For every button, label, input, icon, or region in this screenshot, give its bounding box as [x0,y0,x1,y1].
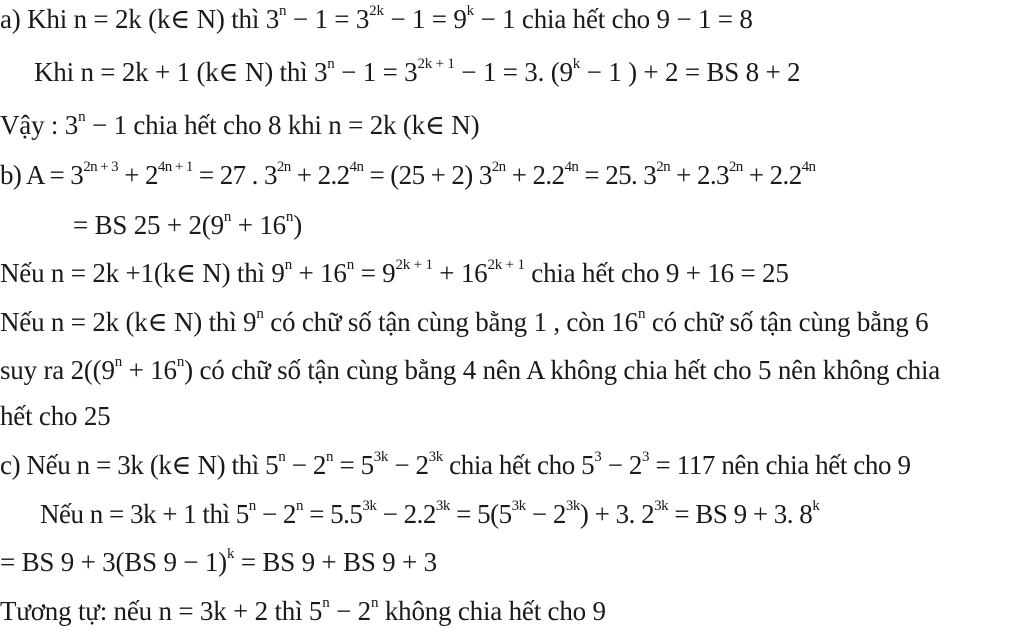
line-c-case-3k: c) Nếu n = 3k (k∈ N) thì $5^n - 2^n = 5^{3k} - 2^{3k}$ chia hết cho $5^3 - 2^3 = 117$ nên chia hết cho 9 [0,449,911,480]
line-c-case-3k2: Tương tự: nếu n = 3k + 2 thì $5^n - 2^n$ không chia hết cho 9 [0,595,606,626]
line-a-case-even: a) Khi n = 2k (k∈ N) thì $3^n - 1 = 3^{2k} - 1 = 9^k - 1$ chia hết cho 9 − 1 = 8 [0,3,753,34]
line-a-case-odd: Khi n = 2k + 1 (k∈ N) thì $3^n - 1 = 3^{2k + 1} - 1 = 3$. ($9^k - 1$ ) + 2 = BS 8 + 2 [34,56,801,87]
line-a-conclusion: Vậy : $3^n - 1$ chia hết cho 8 khi n = 2k (k∈ N) [0,109,480,140]
line-b-bs25: = BS $25 + 2(9^n + 16^n)$ [73,209,303,240]
line-b-deduction: suy ra $2((9^n + 16^n)$ có chữ số tận cùng bằng 4 nên A không chia hết cho 5 nên không chia [0,354,941,385]
line-c-case-3k1: Nếu n = 3k + 1 thì $5^n - 2^n = 5.5^{3k} - 2.2^{3k} = 5(5^{3k} - 2^{3k}) + 3$. $2^{3k}$ = BS 9 + 3. 8$^k$ [40,498,820,529]
line-b-case-odd: Nếu n = 2k +1(k∈ N) thì $9^n + 16^n = 9^{2k + 1} + 16^{2k + 1}$ chia hết cho 9 + 16 = 25 [0,257,789,288]
line-b-case-even: Nếu n = 2k (k∈ N) thì 9$^n$ có chữ số tận cùng bằng 1 , còn 16$^n$ có chữ số tận cùng bằng 6 [0,306,929,337]
line-b-expression: b) $A = 3^{2n + 3} + 2^{4n + 1} = 27$ . $3^{2n} + 2.2^{4n} = (25 + 2) 3^{2n} + 2.2^{4n} = 25$. $3^{2n} + 2.3^{2n} + 2.2^{4n}$ [0,159,816,190]
line-c-bs9: = BS 9 + 3(BS 9 − 1)$^k$ = BS 9 + BS 9 + 3 [0,546,437,577]
line-b-end: hết cho 25 [0,401,111,431]
